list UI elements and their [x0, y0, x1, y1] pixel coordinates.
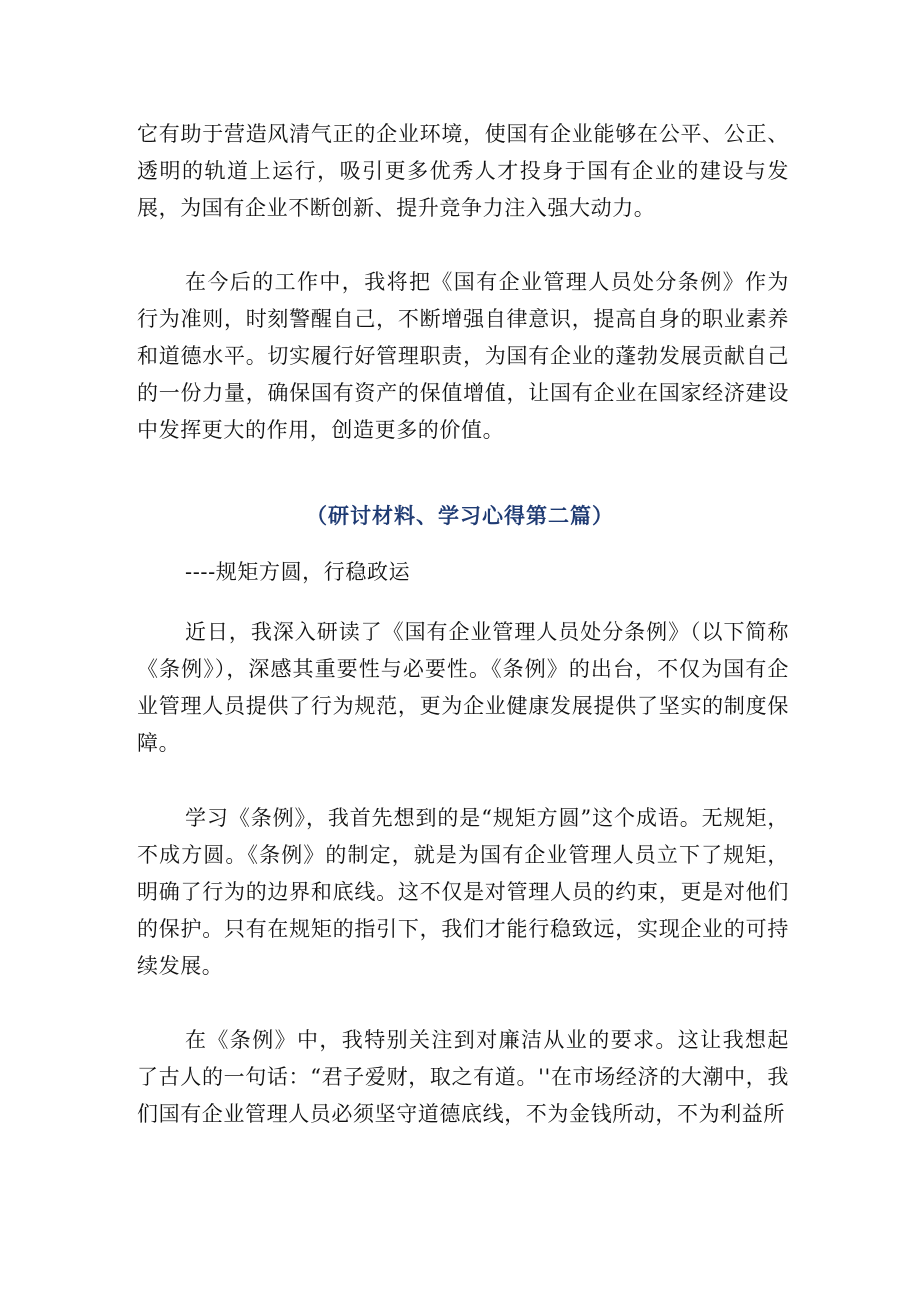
paragraph-integrity: 在《条例》中，我特别关注到对廉洁从业的要求。这让我想起了古人的一句话：“君子爱财，取之有道。''在市场经济的大潮中，我们国有企业管理人员必须坚守道德底线，不为金钱所动，不为利益所 — [137, 1028, 789, 1126]
section-heading: （研讨材料、学习心得第二篇） — [306, 503, 614, 528]
paragraph-continued-intro: 它有助于营造风清气正的企业环境，使国有企业能够在公平、公正、透明的轨道上运行，吸引更多优秀人才投身于国有企业的建设与发展，为国有企业不断创新、提升竞争力注入强大动力。 — [137, 122, 789, 220]
paragraph-future-work: 在今后的工作中，我将把《国有企业管理人员处分条例》作为行为准则，时刻警醒自己，不断增强自律意识，提高自身的职业素养和道德水平。切实履行好管理职责，为国有企业的蓬勃发展贡献自己的一份力量，确保国有资产的保值增值，让国有企业在国家经济建设中发挥更大的作用，创造更多的价值。 — [137, 270, 789, 442]
paragraph-regulation-intro: 近日，我深入研读了《国有企业管理人员处分条例》（以下简称《条例》），深感其重要性与必要性。《条例》的出台，不仅为国有企业管理人员提供了行为规范，更为企业健康发展提供了坚实的制度保障。 — [137, 620, 789, 755]
section-subtitle: ----规矩方圆，行稳政运 — [185, 560, 411, 584]
paragraph-rules-and-order: 学习《条例》，我首先想到的是“规矩方圆”这个成语。无规矩，不成方圆。《条例》的制定，就是为国有企业管理人员立下了规矩，明确了行为的边界和底线。这不仅是对管理人员的约束，更是对他们的保护。只有在规矩的指引下，我们才能行稳致远，实现企业的可持续发展。 — [137, 806, 789, 978]
